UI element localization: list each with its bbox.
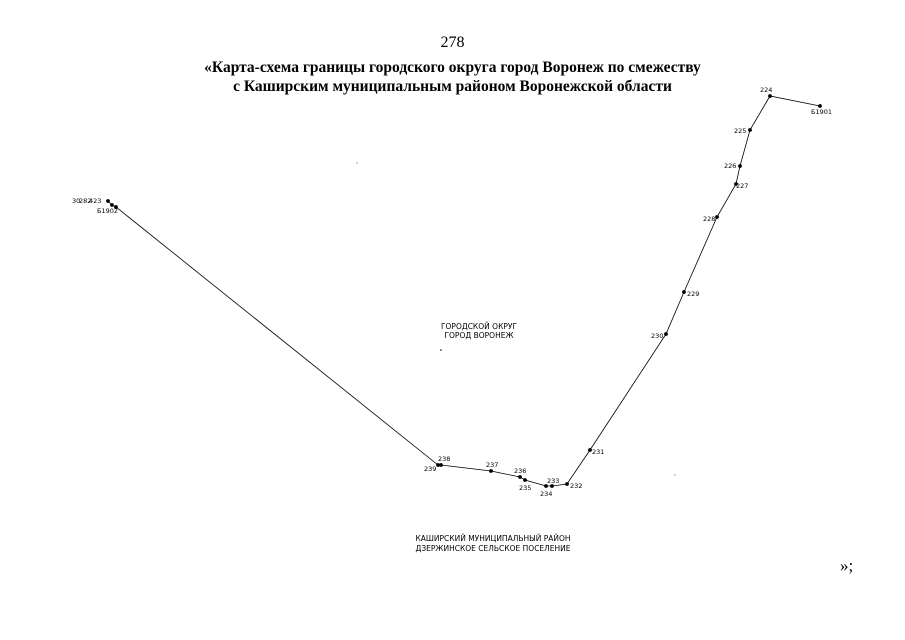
- district-area-label-1: КАШИРСКИЙ МУНИЦИПАЛЬНЫЙ РАЙОН: [415, 534, 571, 543]
- point-label-238: 238: [438, 455, 451, 463]
- point-label-229: 229: [687, 290, 700, 298]
- point-label-234: 234: [540, 490, 553, 498]
- point-label-230: 230: [651, 332, 664, 340]
- center-marker: [440, 349, 442, 351]
- point-labels-group: [97, 86, 832, 498]
- boundary-point-237: [489, 469, 493, 473]
- district-area-label-2: ДЗЕРЖИНСКОЕ СЕЛЬСКОЕ ПОСЕЛЕНИЕ: [415, 544, 571, 553]
- point-label-233: 233: [547, 477, 560, 485]
- boundary-point-225: [748, 128, 752, 132]
- city-area-label-2: ГОРОД ВОРОНЕЖ: [444, 331, 514, 340]
- boundary-point-228: [715, 215, 719, 219]
- point-label-235: 235: [519, 484, 532, 492]
- title-line-2: с Каширским муниципальным районом Воронежской области: [233, 78, 672, 95]
- point-label-Б1901: Б1901: [811, 108, 833, 116]
- boundary-point-239: [436, 463, 440, 467]
- point-label-Б1902: Б1902: [97, 207, 119, 215]
- point-label-239: 239: [424, 465, 437, 473]
- city-area-label-1: ГОРОДСКОЙ ОКРУГ: [440, 322, 518, 331]
- title-line-1: «Карта-схема границы городского округа город Воронеж по смежеству: [204, 59, 701, 76]
- point-label-226: 226: [724, 162, 737, 170]
- extra-label-423: 423: [89, 197, 102, 205]
- boundary-point-232: [565, 482, 569, 486]
- boundary-point-229: [682, 290, 686, 294]
- stray-dot: [675, 475, 676, 476]
- point-label-231: 231: [592, 448, 605, 456]
- point-label-227: 227: [736, 182, 749, 190]
- boundary-line: [108, 96, 820, 486]
- point-label-232: 232: [570, 482, 583, 490]
- point-label-236: 236: [514, 467, 527, 475]
- closing-quote: »;: [840, 556, 854, 575]
- boundary-point-224: [768, 94, 772, 98]
- point-label-225: 225: [734, 127, 747, 135]
- extra-label-30: 30: [72, 197, 81, 205]
- boundary-point-235: [523, 478, 527, 482]
- boundary-point-230: [664, 332, 668, 336]
- extra-label-282: 282: [79, 197, 92, 205]
- stray-dot: [357, 163, 358, 164]
- boundary-point-226: [738, 164, 742, 168]
- page-number: 278: [440, 34, 465, 51]
- point-label-228: 228: [703, 215, 716, 223]
- boundary-group: [106, 94, 822, 488]
- point-label-237: 237: [486, 461, 499, 469]
- boundary-point-240: [106, 199, 110, 203]
- point-label-224: 224: [760, 86, 773, 94]
- boundary-point-236: [518, 475, 522, 479]
